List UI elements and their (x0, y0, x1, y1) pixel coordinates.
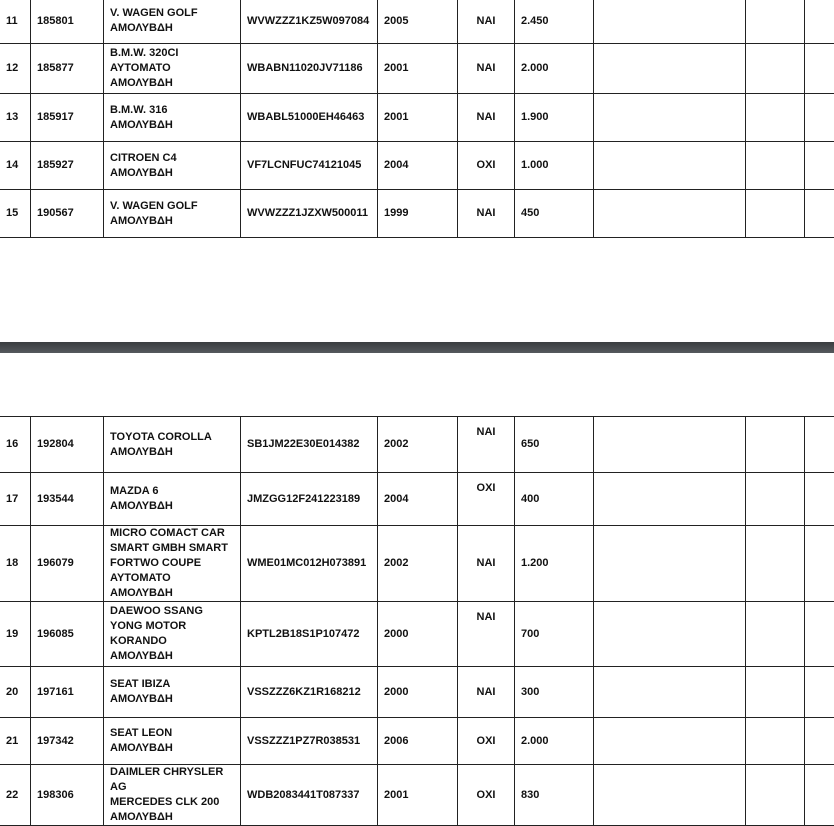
empty-cell (746, 667, 805, 718)
vehicle-code: 196079 (31, 526, 104, 602)
empty-cell (746, 0, 805, 44)
table-row (0, 44, 834, 94)
empty-cell (746, 602, 805, 667)
vin: WBABL51000EH46463 (241, 94, 378, 142)
empty-cell (805, 667, 834, 718)
row-number: 21 (0, 718, 31, 765)
vehicle-description: B.M.W. 316 ΑΜΟΛΥΒΔΗ (104, 94, 241, 142)
empty-cell (805, 718, 834, 765)
flag: ΝΑΙ (458, 94, 515, 142)
row-number: 12 (0, 44, 31, 94)
empty-cell (594, 0, 746, 44)
table-row (0, 667, 834, 718)
year: 2001 (378, 765, 458, 826)
empty-cell (805, 0, 834, 44)
empty-cell (805, 94, 834, 142)
table-row (0, 94, 834, 142)
row-number: 22 (0, 765, 31, 826)
vehicle-description: SEAT IBIZA ΑΜΟΛΥΒΔΗ (104, 667, 241, 718)
empty-cell (594, 718, 746, 765)
table-row (0, 765, 834, 826)
row-number: 11 (0, 0, 31, 44)
vehicle-description: SEAT LEON ΑΜΟΛΥΒΔΗ (104, 718, 241, 765)
empty-cell (746, 94, 805, 142)
value: 1.900 (515, 94, 594, 142)
empty-cell (746, 765, 805, 826)
flag: ΟΧΙ (458, 765, 515, 826)
flag: ΟΧΙ (458, 718, 515, 765)
vehicle-description: V. WAGEN GOLF ΑΜΟΛΥΒΔΗ (104, 0, 241, 44)
table-row (0, 190, 834, 238)
vin: KPTL2B18S1P107472 (241, 602, 378, 667)
empty-cell (805, 142, 834, 190)
value: 450 (515, 190, 594, 238)
vehicle-code: 192804 (31, 417, 104, 473)
empty-cell (746, 142, 805, 190)
vehicle-code: 185877 (31, 44, 104, 94)
empty-cell (594, 94, 746, 142)
year: 2001 (378, 94, 458, 142)
vehicle-code: 190567 (31, 190, 104, 238)
year: 2006 (378, 718, 458, 765)
vehicle-description: MICRO COMACT CAR SMART GMBH SMART FORTWO COUPE ΑΥΤΟΜΑΤΟ ΑΜΟΛΥΒΔΗ (104, 526, 241, 602)
empty-cell (594, 526, 746, 602)
vin: VSSZZZ6KZ1R168212 (241, 667, 378, 718)
row-number: 17 (0, 473, 31, 526)
empty-cell (805, 417, 834, 473)
table-row (0, 0, 834, 44)
flag: ΝΑΙ (458, 44, 515, 94)
vehicle-code: 185801 (31, 0, 104, 44)
row-number: 20 (0, 667, 31, 718)
value: 2.000 (515, 44, 594, 94)
empty-cell (805, 473, 834, 526)
vin: SB1JM22E30E014382 (241, 417, 378, 473)
vin: WVWZZZ1KZ5W097084 (241, 0, 378, 44)
table-row (0, 602, 834, 667)
value: 400 (515, 473, 594, 526)
row-number: 15 (0, 190, 31, 238)
year: 2001 (378, 44, 458, 94)
year: 2005 (378, 0, 458, 44)
vehicle-code: 185917 (31, 94, 104, 142)
empty-cell (805, 526, 834, 602)
flag: ΝΑΙ (458, 667, 515, 718)
row-number: 14 (0, 142, 31, 190)
empty-cell (594, 473, 746, 526)
empty-cell (594, 417, 746, 473)
empty-cell (594, 765, 746, 826)
value: 2.000 (515, 718, 594, 765)
empty-cell (746, 473, 805, 526)
vin: WBABN11020JV71186 (241, 44, 378, 94)
vehicle-description: TOYOTA COROLLA ΑΜΟΛΥΒΔΗ (104, 417, 241, 473)
table-row (0, 142, 834, 190)
vin: WME01MC012H073891 (241, 526, 378, 602)
flag: ΟΧΙ (458, 142, 515, 190)
vin: VF7LCNFUC74121045 (241, 142, 378, 190)
empty-cell (594, 142, 746, 190)
table-row (0, 526, 834, 602)
vehicle-table-bottom (0, 416, 834, 826)
empty-cell (746, 718, 805, 765)
empty-cell (746, 526, 805, 602)
year: 2000 (378, 667, 458, 718)
vehicle-code: 193544 (31, 473, 104, 526)
empty-cell (805, 44, 834, 94)
vehicle-code: 197342 (31, 718, 104, 765)
year: 2004 (378, 473, 458, 526)
row-number: 18 (0, 526, 31, 602)
year: 2002 (378, 417, 458, 473)
year: 2004 (378, 142, 458, 190)
row-number: 19 (0, 602, 31, 667)
table-row (0, 473, 834, 526)
value: 1.200 (515, 526, 594, 602)
empty-cell (805, 765, 834, 826)
empty-cell (594, 602, 746, 667)
value: 1.000 (515, 142, 594, 190)
vehicle-code: 198306 (31, 765, 104, 826)
vehicle-description: CITROEN C4 ΑΜΟΛΥΒΔΗ (104, 142, 241, 190)
year: 2000 (378, 602, 458, 667)
vin: WDB2083441T087337 (241, 765, 378, 826)
empty-cell (746, 190, 805, 238)
value: 830 (515, 765, 594, 826)
flag: ΝΑΙ (458, 526, 515, 602)
vehicle-description: V. WAGEN GOLF ΑΜΟΛΥΒΔΗ (104, 190, 241, 238)
value: 2.450 (515, 0, 594, 44)
table-row (0, 417, 834, 473)
vehicle-code: 196085 (31, 602, 104, 667)
value: 650 (515, 417, 594, 473)
vehicle-description: B.M.W. 320CI ΑΥΤΟΜΑΤΟ ΑΜΟΛΥΒΔΗ (104, 44, 241, 94)
vin: WVWZZZ1JZXW500011 (241, 190, 378, 238)
row-number: 13 (0, 94, 31, 142)
vehicle-description: DAEWOO SSANG YONG MOTOR KORANDO ΑΜΟΛΥΒΔΗ (104, 602, 241, 667)
vehicle-description: DAIMLER CHRYSLER AG MERCEDES CLK 200 ΑΜΟΛΥΒΔΗ (104, 765, 241, 826)
empty-cell (594, 190, 746, 238)
empty-cell (594, 667, 746, 718)
year: 2002 (378, 526, 458, 602)
flag: ΝΑΙ (458, 190, 515, 238)
vehicle-code: 197161 (31, 667, 104, 718)
empty-cell (746, 417, 805, 473)
flag: ΟΧΙ (458, 473, 515, 526)
flag: ΝΑΙ (458, 0, 515, 44)
empty-cell (805, 190, 834, 238)
vin: VSSZZZ1PZ7R038531 (241, 718, 378, 765)
table-row (0, 718, 834, 765)
vin: JMZGG12F241223189 (241, 473, 378, 526)
value: 300 (515, 667, 594, 718)
page-divider (0, 342, 834, 353)
year: 1999 (378, 190, 458, 238)
empty-cell (746, 44, 805, 94)
row-number: 16 (0, 417, 31, 473)
vehicle-code: 185927 (31, 142, 104, 190)
flag: ΝΑΙ (458, 602, 515, 667)
vehicle-description: MAZDA 6 ΑΜΟΛΥΒΔΗ (104, 473, 241, 526)
value: 700 (515, 602, 594, 667)
flag: ΝΑΙ (458, 417, 515, 473)
empty-cell (805, 602, 834, 667)
empty-cell (594, 44, 746, 94)
vehicle-table-top (0, 0, 834, 238)
